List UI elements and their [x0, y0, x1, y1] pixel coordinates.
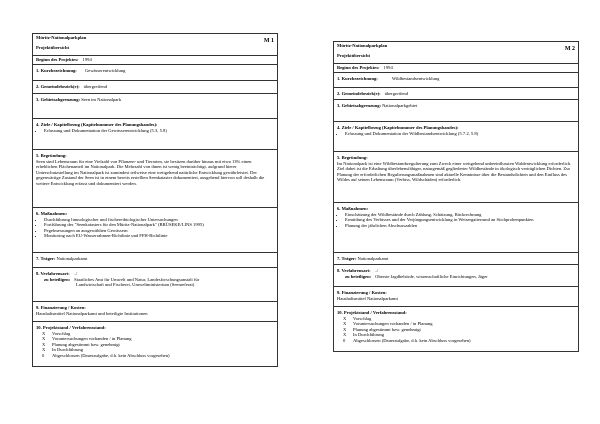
s6-label: 6. Maßnahmen: — [337, 206, 369, 211]
s6-list — [337, 212, 575, 229]
section-5 — [33, 149, 277, 207]
section-4 — [334, 121, 578, 151]
s3-value: Nationalparkgebiet — [382, 103, 418, 108]
doc-subtitle: Projektübersicht — [36, 44, 70, 50]
status-mark: X — [343, 326, 347, 332]
section-6 — [33, 207, 277, 252]
list-item: • Monitoring nach EU-Wasserrahmen-Richtlinie und FFH-Richtlinie — [44, 233, 274, 239]
document-page-left — [32, 33, 278, 367]
status-text: Voruntersuchungen vorhanden / in Planung — [353, 321, 433, 327]
status-text: Planung abgestimmt bzw. genehmigt — [52, 341, 120, 347]
s9-value: Haushaltsmittel Nationalparkamt — [337, 295, 398, 301]
status-mark: 0 — [343, 337, 346, 343]
begin-value: 1994 — [82, 57, 92, 62]
status-text: In Durchführung — [353, 332, 384, 338]
list-item: • Erfassung und Dokumentation der Gewässerentwicklung (5.3, 5.8) — [44, 128, 274, 134]
section-1 — [33, 64, 277, 80]
section-9 — [334, 286, 578, 306]
s9-value: Haushaltsmittel Nationalparkamt und beteiligte Institutionen — [36, 310, 148, 316]
s1-label: 1. Kurzbezeichnung: — [337, 76, 378, 81]
s2-label: 2. Gemeindebezirk(e): — [337, 91, 381, 96]
status-mark: X — [343, 315, 347, 321]
s8-zu-value: Oberste Jagdbehörde, wissenschaftliche Einrichtungen, Jäger — [375, 273, 488, 279]
s3-label: 3. Gebietsabgrenzung: — [337, 103, 382, 108]
s1-value: Wildbestandsentwicklung — [391, 76, 440, 81]
s3-value: Seen im Nationalpark — [81, 97, 122, 102]
s3-label: 3. Gebietsabgrenzung: — [36, 97, 81, 102]
s7-label: 7. Träger: — [337, 256, 357, 261]
s10-label: 10. Projektstand / Verfahrensstand: — [36, 325, 106, 330]
status-text: Abgeschlossen (Daueraufgabe, d.h. kein Abschluss vorgesehen) — [353, 337, 471, 343]
section-6 — [334, 202, 578, 252]
list-item: • Pegelmessungen an ausgewählten Gewässern — [44, 228, 274, 234]
section-10 — [334, 306, 578, 351]
s8-zu-label: zu beteiligen: — [44, 276, 71, 282]
status-row — [42, 353, 274, 359]
section-2 — [33, 80, 277, 93]
s6-list — [36, 217, 274, 239]
status-text: Planung abgestimmt bzw. genehmigt — [353, 326, 421, 332]
s1-value: Gewässerentwicklung — [84, 68, 126, 73]
s4-list — [337, 131, 575, 137]
begin-row — [33, 55, 277, 64]
begin-label: Beginn des Projektes: — [36, 57, 79, 62]
list-item: • Fortführung des "Seenkatasters für den Müritz-Nationalpark" (BRÜSEKE/LINS 1995) — [44, 222, 274, 228]
page-number: M 1 — [263, 37, 274, 44]
section-8 — [334, 264, 578, 286]
list-item: • Planung der jährlichen Abschusszahlen — [345, 223, 575, 229]
s10-label: 10. Projektstand / Verfahrensstand: — [337, 310, 407, 315]
status-text: Voruntersuchungen vorhanden / in Planung — [52, 336, 132, 342]
section-3 — [33, 93, 277, 118]
s7-value: Nationalparkamt — [56, 256, 88, 261]
section-7 — [334, 252, 578, 264]
status-mark: X — [343, 321, 347, 327]
section-8 — [33, 267, 277, 301]
status-mark: X — [42, 341, 46, 347]
s7-label: 7. Träger: — [36, 256, 56, 261]
s8-zu-label: zu beteiligen: — [345, 273, 372, 279]
begin-row — [334, 63, 578, 72]
page-header — [33, 34, 277, 55]
list-item: • Ermittlung des Verbisses und der Verjüngungsentwicklung in Weisergatterrund an Stichprobenpunkten — [345, 217, 575, 223]
section-9 — [33, 301, 277, 321]
status-row — [343, 338, 575, 344]
status-mark: X — [42, 330, 46, 336]
s6-label: 6. Maßnahmen: — [36, 211, 68, 216]
s8-value: ../ — [374, 268, 379, 273]
s8-zu-value-cont: Landwirtschaft und Fischerei, Umweltministerium (Seenreferat) — [76, 282, 195, 288]
page-header — [334, 42, 578, 63]
s9-label: 9. Finanzierung / Kosten: — [337, 290, 387, 295]
s4-label: 4. Ziele / Kapitelbezug (Kapitelnummer des Planungsbandes): — [337, 125, 459, 130]
s1-label: 1. Kurzbezeichnung: — [36, 68, 77, 73]
status-text: Abgeschlossen (Daueraufgabe, d.h. kein Abschluss vorgesehen) — [52, 352, 170, 358]
s5-text: Seen sind Lebensraum für eine Vielzahl von Pflanzen- und Tierarten, sie besitzen darüber hinaus mit etwa 13% einen erheblichen Flächenanteil im Nationalpark. Die Mehrzahl von ihnen ist wenig beeinträchtigt, aufgrund hierer Unterschutzstellung im Nationalpark ist zumindest teilweise eine weitgehend natürliche Entwicklung gewährleistet. Der gegenwärtige Zustand der Seen ist in einem bereits erstellten Seenkataster dokumentiert, ausgehend hiervon soll deshalb die weitere Entwicklung erfasst und dokumentiert werden. — [36, 158, 265, 186]
s2-value: übergreifend — [384, 91, 409, 96]
section-10 — [33, 321, 277, 366]
s8-value: ../ — [73, 271, 78, 276]
section-3 — [334, 99, 578, 121]
section-1 — [334, 72, 578, 87]
list-item: • Erfassung und Dokumentation der Wildbestandsentwicklung (5.7.2, 5.8) — [345, 131, 575, 137]
status-text: Vorschlag — [353, 315, 372, 321]
status-mark: X — [42, 336, 46, 342]
s5-label: 5. Begründung: — [36, 153, 67, 158]
status-mark: X — [343, 332, 347, 338]
status-text: Vorschlag — [52, 330, 71, 336]
section-5 — [334, 151, 578, 202]
s7-value: Nationalparkamt — [357, 256, 389, 261]
section-7 — [33, 252, 277, 267]
list-item: • Einschätzung der Wildbestände durch Zählung, Schätzung, Rückrechnung — [345, 212, 575, 218]
s5-label: 5. Begründung: — [337, 155, 368, 160]
begin-label: Beginn des Projektes: — [337, 65, 380, 70]
s4-label: 4. Ziele / Kapitelbezug (Kapitelnummer des Planungsbandes): — [36, 122, 158, 127]
s8-label: 8. Verfahrensart: — [36, 271, 70, 276]
document-page-right — [333, 41, 579, 352]
status-mark: X — [42, 347, 46, 353]
s2-label: 2. Gemeindebezirk(e): — [36, 84, 80, 89]
section-4 — [33, 118, 277, 149]
s2-value: übergreifend — [83, 84, 108, 89]
s4-list — [36, 128, 274, 134]
section-2 — [334, 87, 578, 99]
s8-zu-value: Staatliches Amt für Umwelt und Natur, Landesforschungsanstalt für — [74, 276, 200, 282]
doc-title: Müritz-Nationalparkplan — [337, 43, 388, 48]
s9-label: 9. Finanzierung / Kosten: — [36, 305, 86, 310]
list-item: • Durchführung limnologischer und fischereibiologischer Untersuchungen — [44, 217, 274, 223]
doc-subtitle: Projektübersicht — [337, 52, 371, 58]
begin-value: 1994 — [383, 65, 393, 70]
s5-text: Im Nationalpark ist eine Wildbestandsregulierung zum Zweck einer weitgehend unbeeinflussten Waldentwicklung erforderlich. Ziel dabei ist die Erhaltung überlebensfähiger, naturgemäß gegliederter Wildbestände in ökologisch verträglichen Dichten. Zur Planung der erforderlichen Regulierungsmaßnahmen sind aktuelle Kenntnisse über die Bestandsdichten und den Einfluss des Wildes auf seinen Lebensraum (Verbiss, Wildschäden) erforderlich. — [337, 160, 572, 183]
doc-title: Müritz-Nationalparkplan — [36, 35, 87, 40]
page-number: M 2 — [564, 45, 575, 52]
s8-label: 8. Verfahrensart: — [337, 268, 371, 273]
status-mark: 0 — [42, 352, 45, 358]
status-text: In Durchführung — [52, 347, 83, 353]
